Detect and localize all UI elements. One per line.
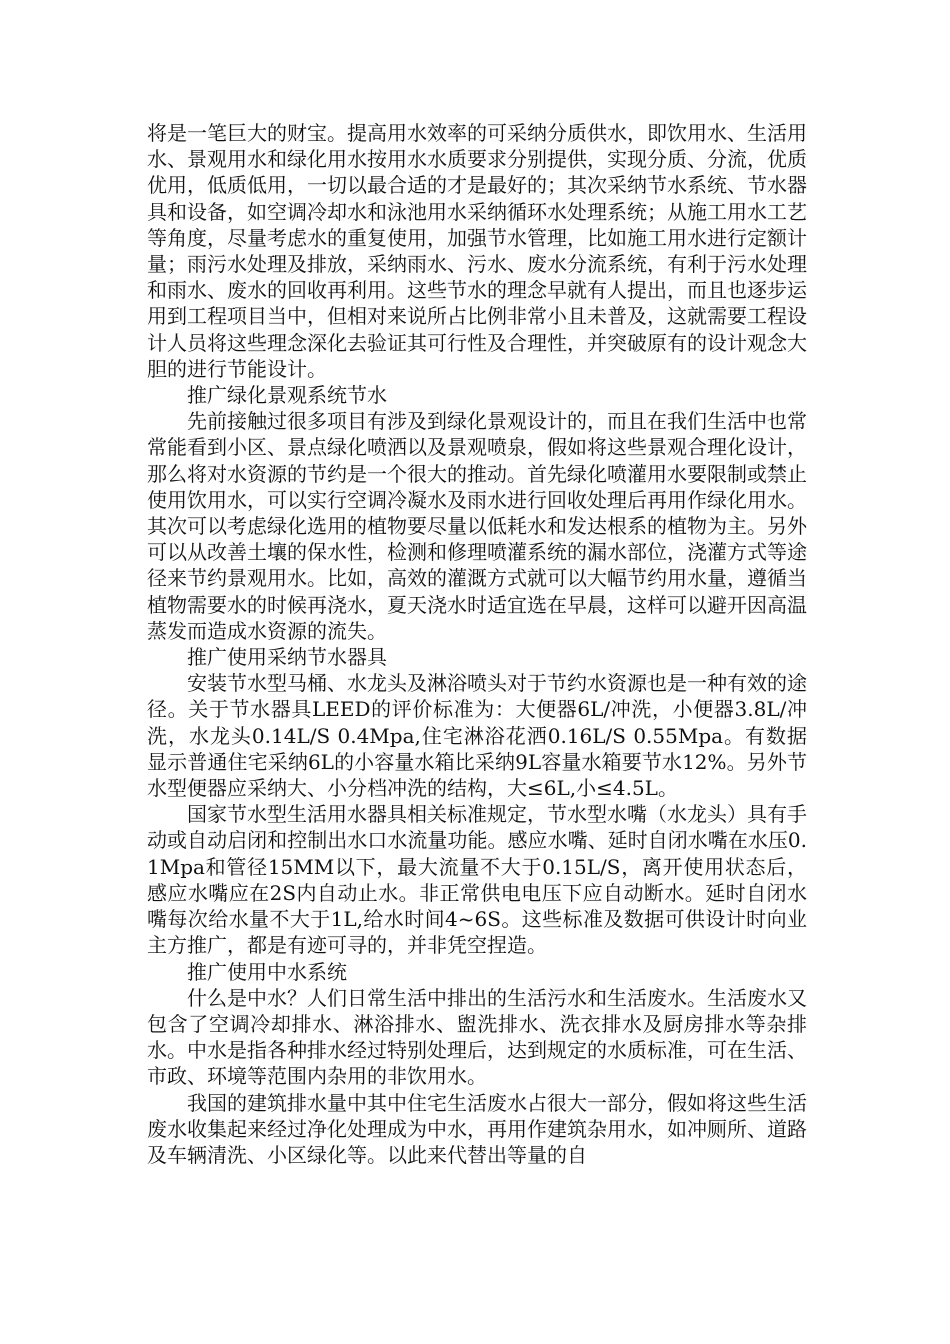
- document-body: [147, 120, 807, 1168]
- section-heading-reclaimed-water: 推广使用中水系统: [187, 959, 347, 984]
- paragraph-continuation: 将是一笔巨大的财宝。提高用水效率的可采纳分质供水，即饮用水、生活用水、景观用水和绿化用水按用水水质要求分别提供，实现分质、分流，优质优用，低质低用，一切以最合适的才是最好的；其次采纳节水系统、节水器具和设备，如空调冷却水和泳池用水采纳循环水处理系统；从施工用水工艺等角度，尽量考虑水的重复使用，加强节水管理，比如施工用水进行定额计量；雨污水处理及排放，采纳雨水、污水、废水分流系统，有利于污水处理和雨水、废水的回收再利用。这些节水的理念早就有人提出，而且也逐步运用到工程项目当中，但相对来说所占比例非常小且未普及，这就需要工程设计人员将这些理念深化去验证其可行性及合理性，并突破原有的设计观念大胆的进行节能设计。: [147, 121, 807, 381]
- paragraph-fixtures-national-standard: 国家节水型生活用水器具相关标准规定，节水型水嘴（水龙头）具有手动或自动启闭和控制出水口水流量功能。感应水嘴、延时自闭水嘴在水压0.1Mpa和管径15MM以下，最大流量不大于0.15L/S，离开使用状态后，感应水嘴应在2S内自动止水。非正常供电电压下应自动断水。延时自闭水嘴每次给水量不大于1L,给水时间4~6S。这些标准及数据可供设计时向业主方推广，都是有迹可寻的，并非凭空捏造。: [147, 802, 807, 958]
- section-heading-water-saving-fixtures: 推广使用采纳节水器具: [187, 645, 387, 670]
- paragraph-fixtures-leed: 安装节水型马桶、水龙头及淋浴喷头对于节约水资源也是一种有效的途径。关于节水器具LEED的评价标准为：大便器6L/冲洗，小便器3.8L/冲洗，水龙头0.14L/S 0.4Mpa,住宅淋浴花洒0.16L/S 0.55Mpa。有数据显示普通住宅采纳6L的小容量水箱比采纳9L容量水箱要节水12%。另外节水型便器应采纳大、小分档冲洗的结构，大≤6L,小≤4.5L。: [147, 671, 807, 801]
- section-heading-landscape-water-saving: 推广绿化景观系统节水: [187, 383, 387, 408]
- paragraph-landscape: 先前接触过很多项目有涉及到绿化景观设计的，而且在我们生活中也常常能看到小区、景点绿化喷洒以及景观喷泉，假如将这些景观合理化设计，那么将对水资源的节约是一个很大的推动。首先绿化喷灌用水要限制或禁止使用饮用水，可以实行空调冷凝水及雨水进行回收处理后再用作绿化用水。其次可以考虑绿化选用的植物要尽量以低耗水和发达根系的植物为主。另外可以从改善土壤的保水性，检测和修理喷灌系统的漏水部位，浇灌方式等途径来节约景观用水。比如，高效的灌溉方式就可以大幅节约用水量，遵循当植物需要水的时候再浇水，夏天浇水时适宜选在早晨，这样可以避开因高温蒸发而造成水资源的流失。: [147, 409, 807, 643]
- paragraph-reclaimed-water-definition: 什么是中水？人们日常生活中排出的生活污水和生活废水。生活废水又包含了空调冷却排水、淋浴排水、盥洗排水、洗衣排水及厨房排水等杂排水。中水是指各种排水经过特别处理后，达到规定的水质标准，可在生活、市政、环境等范围内杂用的非饮用水。: [147, 985, 807, 1089]
- paragraph-reclaimed-water-usage: 我国的建筑排水量中其中住宅生活废水占很大一部分，假如将这些生活废水收集起来经过净化处理成为中水，再用作建筑杂用水，如冲厕所、道路及车辆清洗、小区绿化等。以此来代替出等量的自: [147, 1090, 807, 1167]
